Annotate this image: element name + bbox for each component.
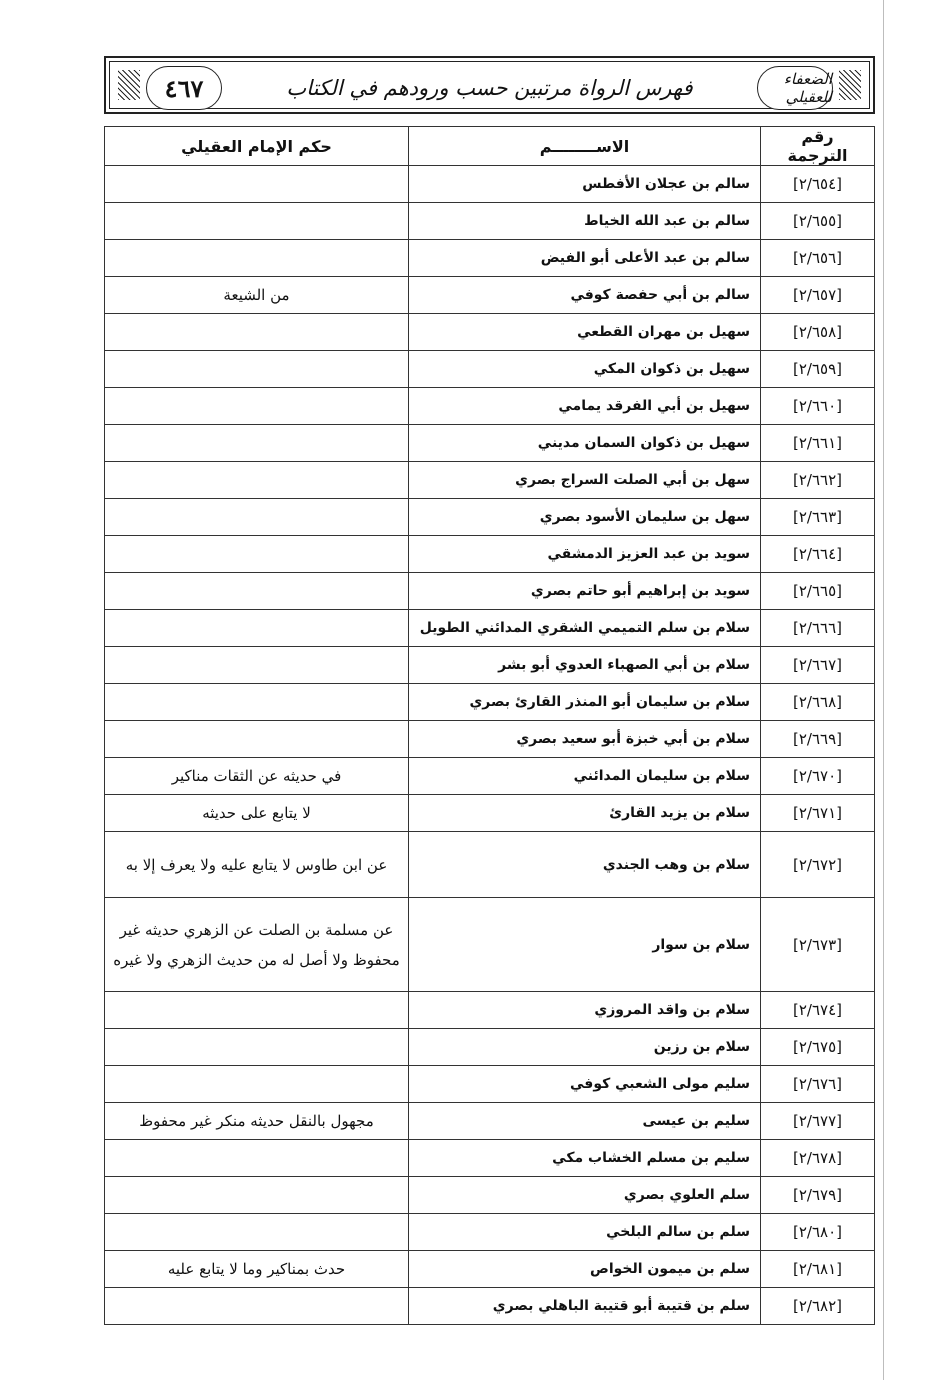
judgment-text [105, 388, 409, 425]
table-body [105, 166, 875, 1325]
narrator-name: سويد بن عبد العزيز الدمشقي [409, 536, 761, 573]
entry-number: [٢/٦٨٢] [761, 1288, 875, 1325]
table-row [105, 462, 875, 499]
entry-number: [٢/٦٥٦] [761, 240, 875, 277]
narrator-name: سلم العلوي بصري [409, 1177, 761, 1214]
entry-number: [٢/٦٦٠] [761, 388, 875, 425]
narrator-name: سهيل بن مهران القطعي [409, 314, 761, 351]
narrator-name: سهيل بن أبي الفرقد يمامي [409, 388, 761, 425]
table-row [105, 647, 875, 684]
table-row [105, 1140, 875, 1177]
table-row [105, 1103, 875, 1140]
entry-number: [٢/٦٦٩] [761, 721, 875, 758]
table-row [105, 610, 875, 647]
entry-number: [٢/٦٥٩] [761, 351, 875, 388]
table-row [105, 573, 875, 610]
judgment-text [105, 610, 409, 647]
ornament-hatch-left [118, 70, 140, 100]
narrator-name: سهل بن أبي الصلت السراج بصري [409, 462, 761, 499]
table-row [105, 684, 875, 721]
table-row [105, 203, 875, 240]
column-header-judgment: حكم الإمام العقيلي [105, 127, 409, 166]
narrator-name: سلام بن أبي خبزة أبو سعيد بصري [409, 721, 761, 758]
narrator-name: سلم بن سالم البلخي [409, 1214, 761, 1251]
entry-number: [٢/٦٦٦] [761, 610, 875, 647]
judgment-text [105, 684, 409, 721]
book-emblem: الضعفاء للعقيلي [757, 66, 833, 110]
narrator-name: سلام بن سليمان أبو المنذر القارئ بصري [409, 684, 761, 721]
narrators-index-table [104, 126, 875, 1325]
entry-number: [٢/٦٧٥] [761, 1029, 875, 1066]
entry-number: [٢/٦٦٢] [761, 462, 875, 499]
entry-number: [٢/٦٦٧] [761, 647, 875, 684]
narrator-name: سليم مولى الشعبي كوفي [409, 1066, 761, 1103]
table-row [105, 1288, 875, 1325]
entry-number: [٢/٦٧٠] [761, 758, 875, 795]
table-row [105, 1177, 875, 1214]
entry-number: [٢/٦٦٤] [761, 536, 875, 573]
page-header [104, 56, 875, 114]
judgment-text [105, 721, 409, 758]
table-header-row [105, 127, 875, 166]
entry-number: [٢/٦٦٥] [761, 573, 875, 610]
table-row [105, 721, 875, 758]
entry-number: [٢/٦٨٠] [761, 1214, 875, 1251]
narrator-name: سهيل بن ذكوان المكي [409, 351, 761, 388]
narrator-name: سلام بن وهب الجندي [409, 832, 761, 898]
entry-number: [٢/٦٧٩] [761, 1177, 875, 1214]
judgment-text [105, 573, 409, 610]
judgment-text [105, 1140, 409, 1177]
entry-number: [٢/٦٧٦] [761, 1066, 875, 1103]
entry-number: [٢/٦٦٨] [761, 684, 875, 721]
judgment-text [105, 647, 409, 684]
judgment-text [105, 1214, 409, 1251]
judgment-text: عن مسلمة بن الصلت عن الزهري حديثه غير محفوظ ولا أصل له من حديث الزهري ولا غيره [105, 898, 409, 992]
judgment-text: في حديثه عن الثقات مناكير [105, 758, 409, 795]
narrator-name: سهيل بن ذكوان السمان مديني [409, 425, 761, 462]
judgment-text [105, 1029, 409, 1066]
table-row [105, 351, 875, 388]
judgment-text [105, 992, 409, 1029]
narrator-name: سلام بن واقد المروزي [409, 992, 761, 1029]
table-row [105, 240, 875, 277]
narrator-name: سليم بن عيسى [409, 1103, 761, 1140]
table-row [105, 758, 875, 795]
narrator-name: سويد بن إبراهيم أبو حاتم بصري [409, 573, 761, 610]
page-number: ٤٦٧ [146, 66, 222, 110]
narrator-name: سليم بن مسلم الخشاب مكي [409, 1140, 761, 1177]
table-row [105, 277, 875, 314]
judgment-text: مجهول بالنقل حديثه منكر غير محفوظ [105, 1103, 409, 1140]
judgment-text [105, 351, 409, 388]
entry-number: [٢/٦٧٧] [761, 1103, 875, 1140]
entry-number: [٢/٦٧١] [761, 795, 875, 832]
page-edge-line [883, 0, 884, 1380]
narrator-name: سلم بن قتيبة أبو قتيبة الباهلي بصري [409, 1288, 761, 1325]
narrator-name: سلام بن أبي الصهباء العدوي أبو بشر [409, 647, 761, 684]
judgment-text [105, 203, 409, 240]
judgment-text: عن ابن طاوس لا يتابع عليه ولا يعرف إلا به [105, 832, 409, 898]
column-header-number: رقم الترجمة [761, 127, 875, 166]
narrator-name: سلم بن ميمون الخواص [409, 1251, 761, 1288]
table-row [105, 425, 875, 462]
narrator-name: سلام بن سليمان المدائني [409, 758, 761, 795]
table-row [105, 832, 875, 898]
entry-number: [٢/٦٧٤] [761, 992, 875, 1029]
table-row [105, 536, 875, 573]
table-row [105, 1251, 875, 1288]
table-row [105, 314, 875, 351]
entry-number: [٢/٦٨١] [761, 1251, 875, 1288]
table-row [105, 388, 875, 425]
entry-number: [٢/٦٦٣] [761, 499, 875, 536]
narrator-name: سالم بن عجلان الأفطس [409, 166, 761, 203]
judgment-text [105, 240, 409, 277]
narrator-name: سالم بن عبد الأعلى أبو الفيض [409, 240, 761, 277]
page-title: فهرس الرواة مرتبين حسب ورودهم في الكتاب [286, 76, 693, 100]
judgment-text [105, 536, 409, 573]
judgment-text [105, 425, 409, 462]
header-inner-frame [109, 61, 870, 109]
column-header-name: الاســــــــم [409, 127, 761, 166]
judgment-text: لا يتابع على حديثه [105, 795, 409, 832]
table-row [105, 499, 875, 536]
entry-number: [٢/٦٦١] [761, 425, 875, 462]
judgment-text [105, 499, 409, 536]
judgment-text: حدث بمناكير وما لا يتابع عليه [105, 1251, 409, 1288]
judgment-text [105, 1177, 409, 1214]
judgment-text [105, 462, 409, 499]
ornament-hatch-right [839, 70, 861, 100]
entry-number: [٢/٦٧٣] [761, 898, 875, 992]
narrator-name: سلام بن يزيد القارئ [409, 795, 761, 832]
entry-number: [٢/٦٥٥] [761, 203, 875, 240]
narrator-name: سالم بن عبد الله الخياط [409, 203, 761, 240]
table-row [105, 1029, 875, 1066]
judgment-text [105, 1288, 409, 1325]
narrator-name: سلام بن سوار [409, 898, 761, 992]
table-row [105, 1214, 875, 1251]
entry-number: [٢/٦٧٢] [761, 832, 875, 898]
table-row [105, 898, 875, 992]
judgment-text: من الشيعة [105, 277, 409, 314]
entry-number: [٢/٦٥٧] [761, 277, 875, 314]
entry-number: [٢/٦٧٨] [761, 1140, 875, 1177]
table-row [105, 166, 875, 203]
narrator-name: سهل بن سليمان الأسود بصري [409, 499, 761, 536]
judgment-text [105, 166, 409, 203]
narrator-name: سلام بن رزين [409, 1029, 761, 1066]
entry-number: [٢/٦٥٨] [761, 314, 875, 351]
judgment-text [105, 314, 409, 351]
table-row [105, 1066, 875, 1103]
judgment-text [105, 1066, 409, 1103]
table-row [105, 992, 875, 1029]
table-row [105, 795, 875, 832]
narrator-name: سلام بن سلم التميمي الشقري المدائني الطويل [409, 610, 761, 647]
entry-number: [٢/٦٥٤] [761, 166, 875, 203]
narrator-name: سالم بن أبي حفصة كوفي [409, 277, 761, 314]
